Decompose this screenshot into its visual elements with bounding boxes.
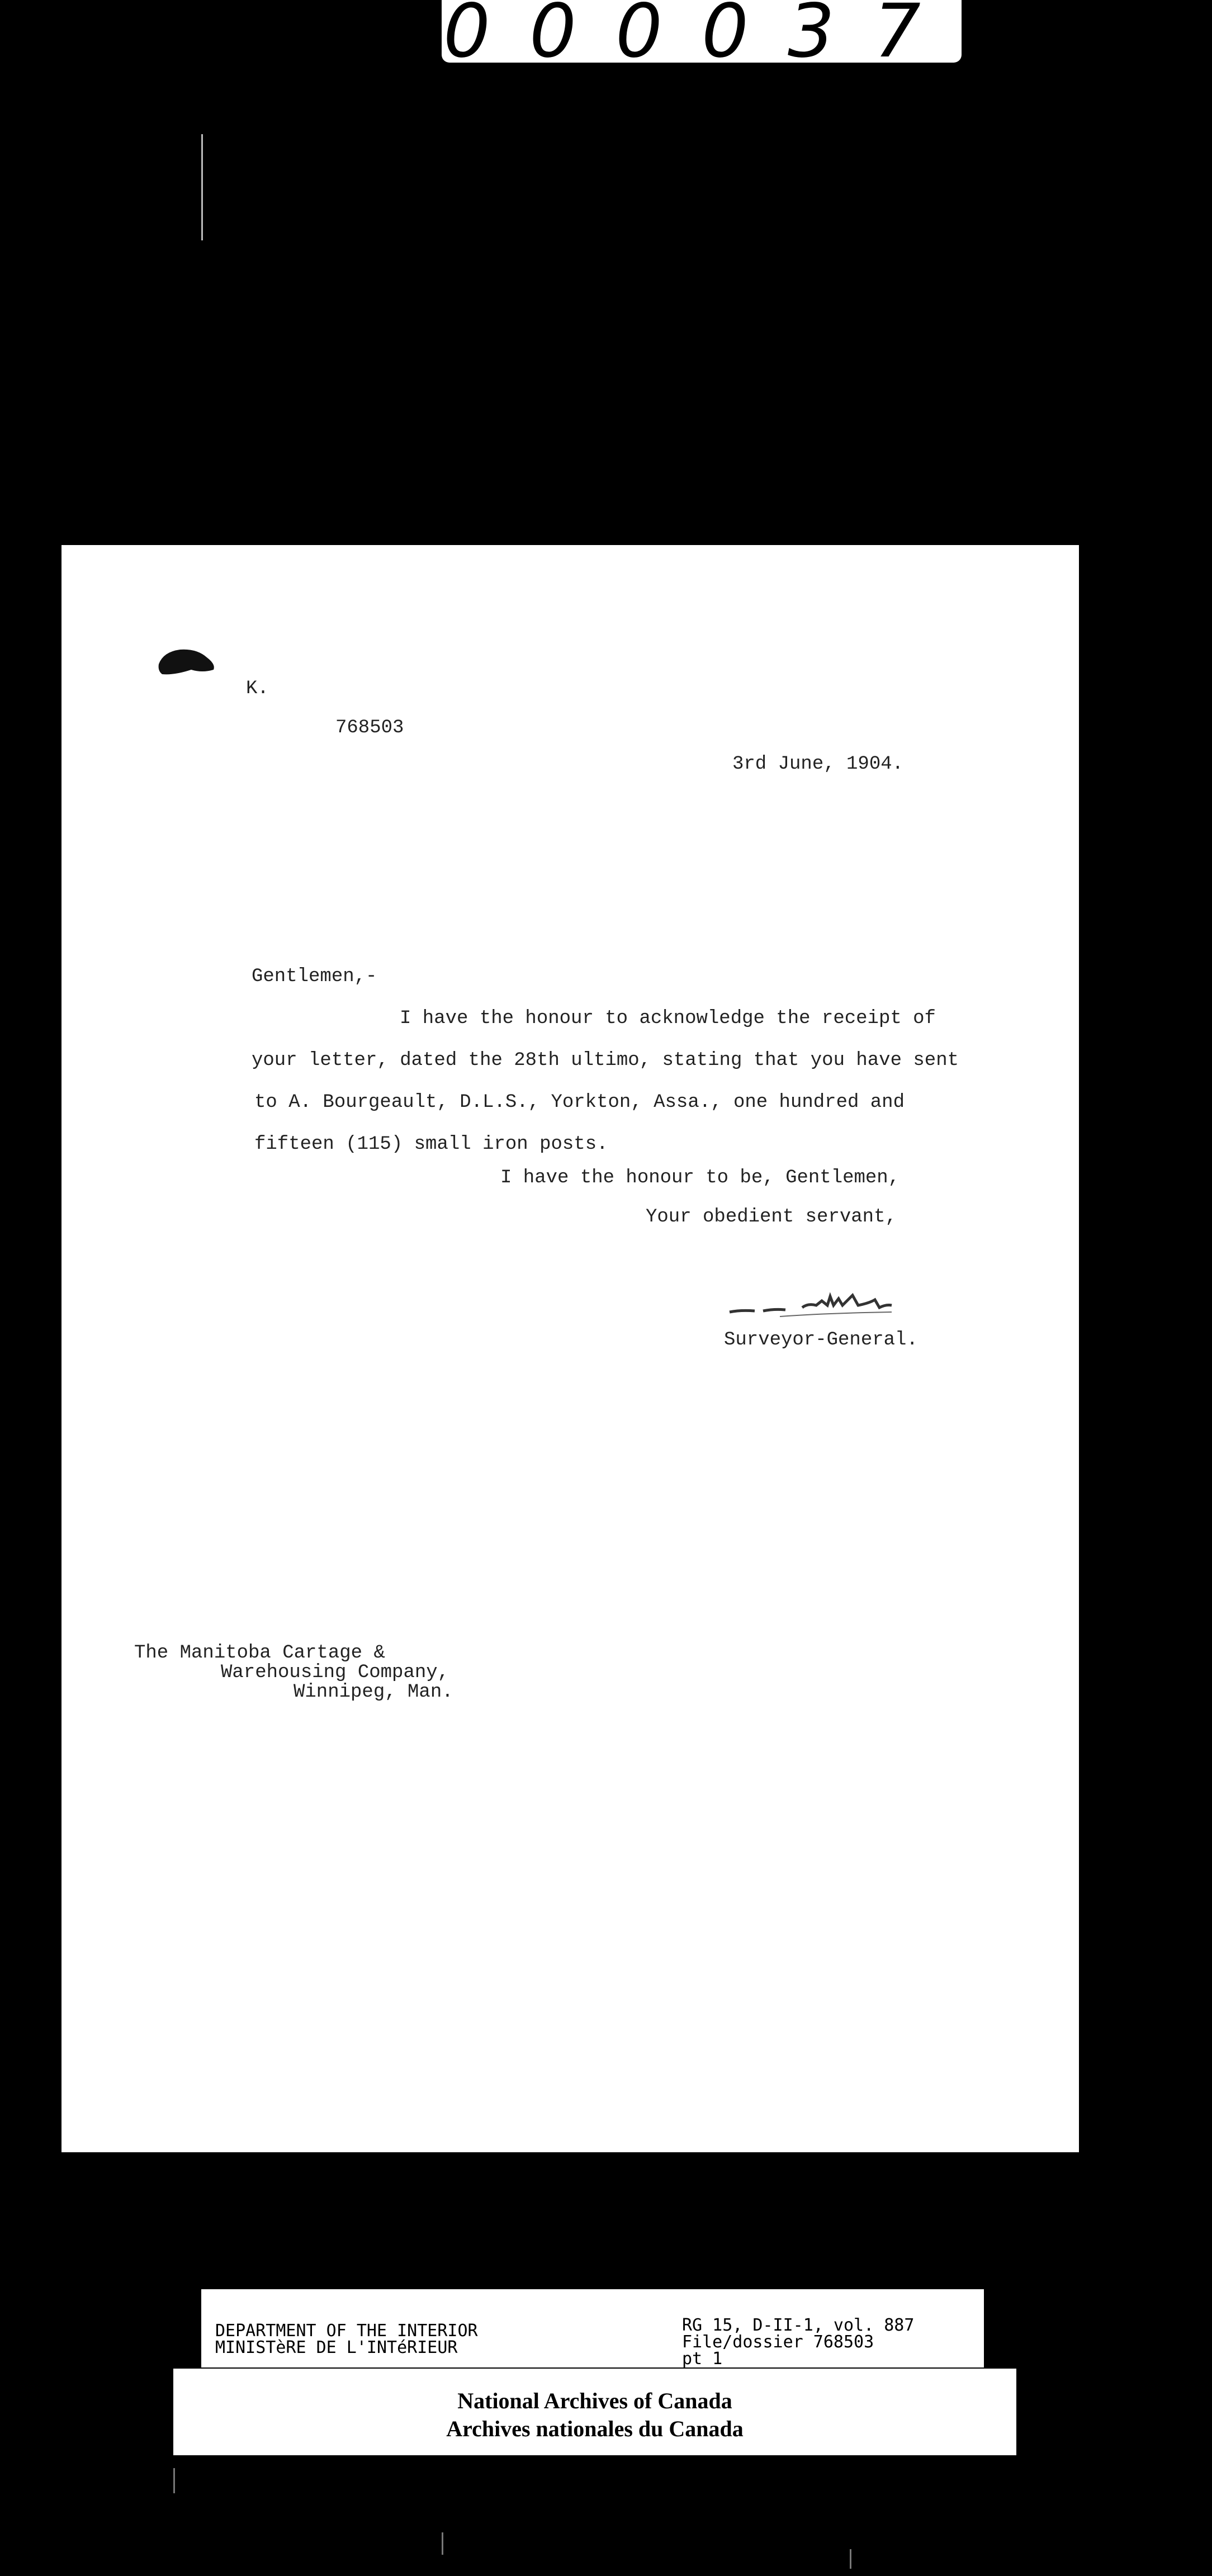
catalogue-tab — [201, 2289, 984, 2367]
letter-initial: K. — [246, 678, 269, 699]
signature-title: Surveyor-General. — [724, 1329, 918, 1351]
film-edge-mark — [201, 134, 203, 240]
closing-line: I have the honour to be, Gentlemen, — [500, 1167, 900, 1188]
body-line: fifteen (115) small iron posts. — [254, 1134, 608, 1155]
addressee-line: Winnipeg, Man. — [293, 1682, 453, 1703]
film-speck — [173, 2468, 175, 2493]
addressee-line: Warehousing Company, — [221, 1662, 449, 1683]
file-number: 768503 — [335, 717, 404, 738]
part-number: pt 1 — [682, 2349, 723, 2369]
archive-name-fr: Archives nationales du Canada — [446, 2416, 744, 2441]
signature-stamp — [724, 1283, 908, 1333]
file-reference: File/dossier 768503 — [682, 2332, 874, 2352]
letter-date: 3rd June, 1904. — [732, 754, 904, 775]
salutation: Gentlemen,- — [252, 966, 377, 987]
reference: RG 15, D-II-1, vol. 887 — [682, 2315, 915, 2335]
closing-line: Your obedient servant, — [646, 1206, 897, 1228]
letter-page — [61, 545, 1079, 2152]
addressee-line: The Manitoba Cartage & — [134, 1642, 385, 1664]
film-speck — [850, 2549, 851, 2569]
department-en: DEPARTMENT OF THE INTERIOR — [215, 2321, 478, 2341]
film-speck — [442, 2532, 443, 2555]
ink-blot — [158, 647, 216, 676]
archive-label — [173, 2369, 1016, 2455]
body-line: your letter, dated the 28th ultimo, stating that you have sent — [252, 1050, 959, 1071]
frame-number: 000037 — [442, 0, 962, 63]
body-line: I have the honour to acknowledge the receipt of — [400, 1008, 936, 1029]
body-line: to A. Bourgeault, D.L.S., Yorkton, Assa., one hundred and — [254, 1092, 905, 1113]
department-fr: MINISTèRE DE L'INTéRIEUR — [215, 2338, 458, 2357]
archive-name-en: National Archives of Canada — [457, 2388, 732, 2413]
